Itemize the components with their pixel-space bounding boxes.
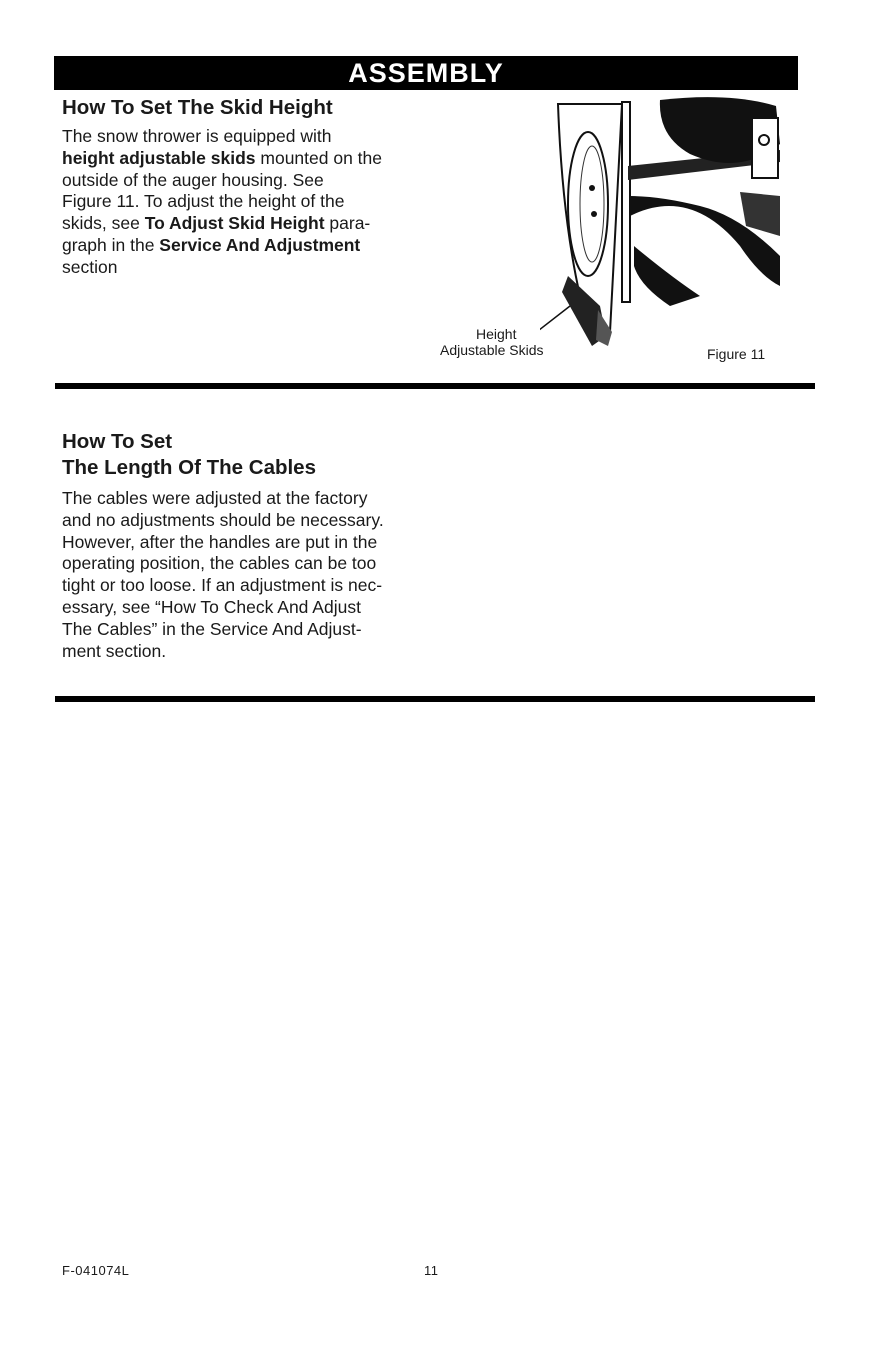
paragraph-line xyxy=(62,148,382,170)
section-divider xyxy=(55,696,815,702)
skid-height-paragraph xyxy=(62,126,382,279)
bold-text: To Adjust Skid Height xyxy=(144,213,325,234)
paragraph-line xyxy=(62,170,382,192)
text-run: outside of the auger housing. See xyxy=(62,169,324,190)
text-run: skids, see xyxy=(62,213,145,234)
text-run: mounted on the xyxy=(255,147,383,168)
paragraph-line xyxy=(62,235,382,257)
bold-text: height adjustable skids xyxy=(62,147,256,168)
page-number: 11 xyxy=(424,1263,439,1278)
figure-label-adjustable-skids: Adjustable Skids xyxy=(440,342,544,358)
paragraph-line: However, after the handles are put in the xyxy=(62,531,378,552)
text-run: section xyxy=(62,256,118,277)
section-banner: ASSEMBLY xyxy=(54,56,798,90)
figure-caption: Figure 11 xyxy=(707,346,766,362)
paragraph-line xyxy=(62,126,382,148)
paragraph-line: The Cables” in the Service And Adjust- xyxy=(62,618,362,639)
skid-height-heading: How To Set The Skid Height xyxy=(62,96,333,119)
text-run: Figure 11. To adjust the height of the xyxy=(62,191,345,212)
text-run: para- xyxy=(324,213,371,234)
section-divider xyxy=(55,383,815,389)
paragraph-line xyxy=(62,213,382,235)
paragraph-line: tight or too loose. If an adjustment is nec- xyxy=(62,575,383,596)
document-code: F-041074L xyxy=(62,1263,130,1278)
text-run: The snow thrower is equipped with xyxy=(62,126,332,146)
paragraph-line xyxy=(62,191,382,213)
paragraph-line: essary, see “How To Check And Adjust xyxy=(62,596,361,617)
paragraph-line: ment section. xyxy=(62,640,167,661)
cable-length-heading-line1: How To Set xyxy=(62,430,173,453)
cable-length-heading-line2: The Length Of The Cables xyxy=(62,456,316,479)
bold-text: Service And Adjustment xyxy=(159,234,361,255)
paragraph-line: and no adjustments should be necessary. xyxy=(62,509,384,530)
paragraph-line: The cables were adjusted at the factory xyxy=(62,488,368,508)
paragraph-line: operating position, the cables can be too xyxy=(62,553,377,574)
paragraph-line xyxy=(62,257,382,279)
text-run: graph in the xyxy=(62,234,160,255)
figure-label-height: Height xyxy=(476,326,517,342)
cable-length-paragraph xyxy=(62,488,384,662)
snow-thrower-skid-illustration xyxy=(540,96,795,358)
